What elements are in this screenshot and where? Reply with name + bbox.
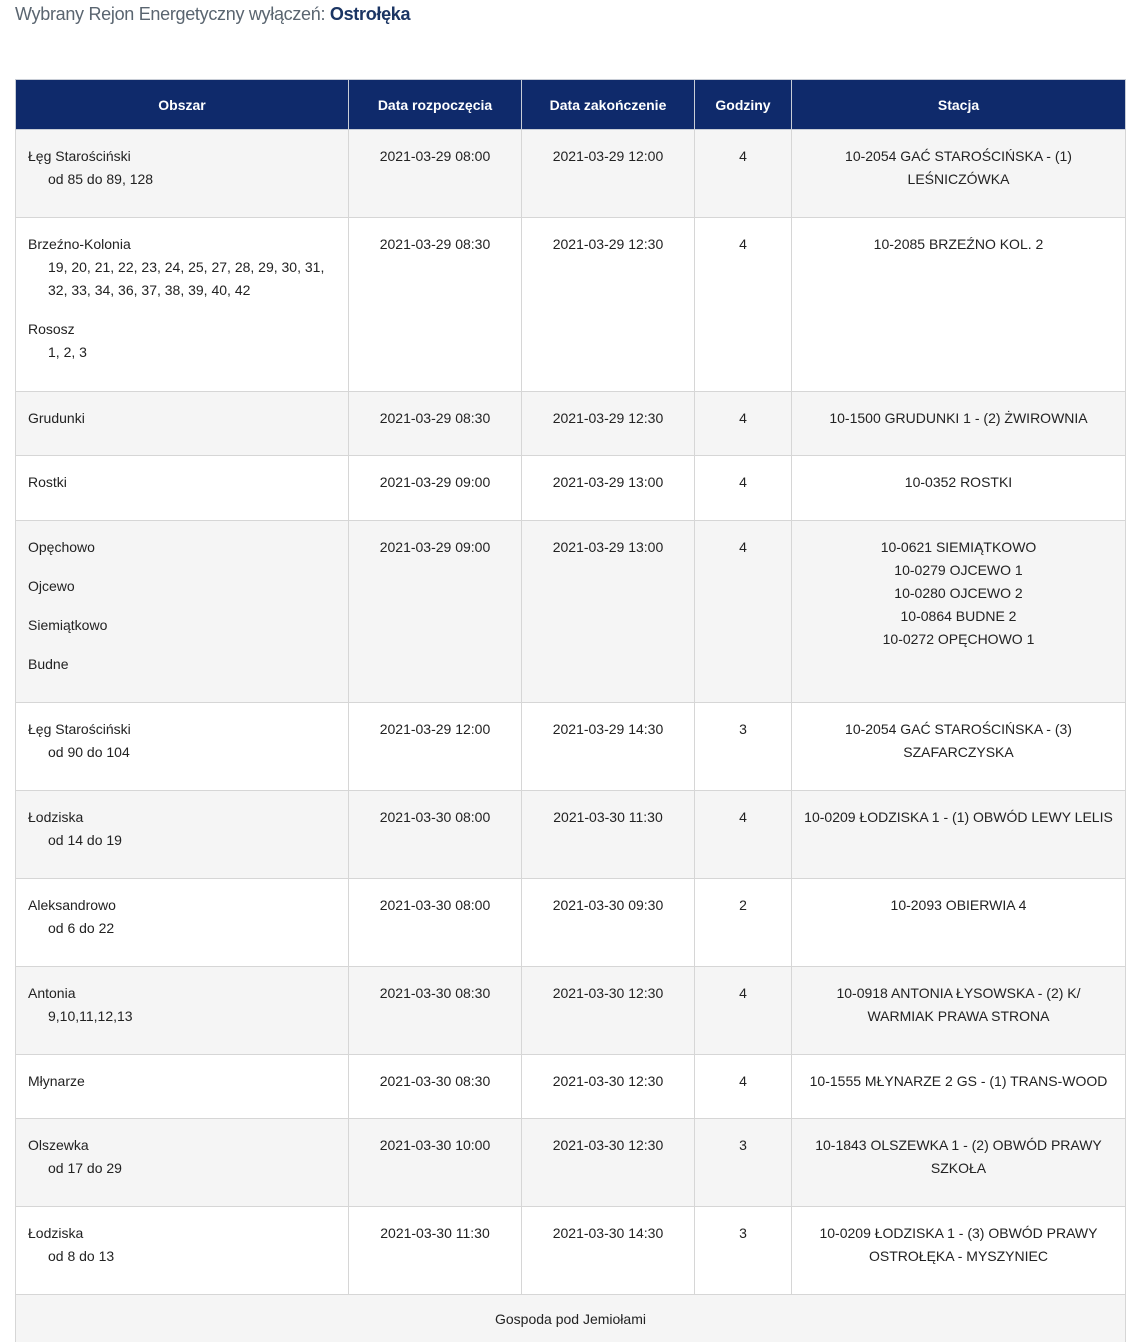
start-date-cell: 2021-03-29 09:00 [349, 456, 522, 521]
area-cell [16, 703, 349, 791]
station-name: 10-0621 SIEMIĄTKOWO [880, 539, 1037, 555]
start-date-cell: 2021-03-30 08:30 [349, 967, 522, 1055]
end-date-cell: 2021-03-29 13:00 [522, 521, 695, 703]
end-date-cell: 2021-03-29 13:00 [522, 456, 695, 521]
area-place: Opęchowo [28, 539, 95, 555]
area-group [28, 407, 336, 430]
hours-cell: 4 [695, 130, 792, 218]
station-name: 10-2054 GAĆ STAROŚCIŃSKA - (3) SZAFARCZYSKA [845, 721, 1072, 760]
area-group [28, 1070, 336, 1093]
hours-cell: 4 [695, 392, 792, 456]
table-footer-row [16, 1295, 1126, 1342]
area-group [28, 536, 336, 559]
station-cell [792, 392, 1126, 456]
start-date-cell: 2021-03-29 12:00 [349, 703, 522, 791]
station-name: 10-0279 OJCEWO 1 [894, 562, 1023, 578]
station-name: 10-2093 OBIERWIA 4 [890, 897, 1027, 913]
end-date-cell: 2021-03-30 12:30 [522, 1055, 695, 1119]
area-cell [16, 1055, 349, 1119]
area-cell [16, 879, 349, 967]
start-date-cell: 2021-03-29 09:00 [349, 521, 522, 703]
area-group [28, 471, 336, 494]
station-name: 10-1500 GRUDUNKI 1 - (2) ŻWIROWNIA [829, 410, 1088, 426]
table-row [16, 392, 1126, 456]
table-row [16, 703, 1126, 791]
column-header-end-date[interactable]: Data zakończenie [522, 80, 695, 130]
hours-cell: 4 [695, 967, 792, 1055]
table-row [16, 1207, 1126, 1295]
area-cell [16, 791, 349, 879]
end-date-cell: 2021-03-30 12:30 [522, 967, 695, 1055]
area-cell [16, 1207, 349, 1295]
start-date-cell: 2021-03-30 11:30 [349, 1207, 522, 1295]
station-cell [792, 791, 1126, 879]
area-group [28, 653, 336, 676]
area-place: Łodziska [28, 809, 84, 825]
area-group [28, 318, 336, 364]
area-place: Siemiątkowo [28, 617, 108, 633]
station-name: 10-0918 ANTONIA ŁYSOWSKA - (2) K/ WARMIAK PRAWA STRONA [836, 985, 1081, 1024]
table-header-row [16, 80, 1126, 130]
area-range: od 85 do 89, 128 [48, 171, 154, 187]
station-name: 10-1555 MŁYNARZE 2 GS - (1) TRANS-WOOD [809, 1073, 1108, 1089]
column-header-area[interactable]: Obszar [16, 80, 349, 130]
station-name: 10-0209 ŁODZISKA 1 - (1) OBWÓD LEWY LELIS [804, 809, 1113, 825]
hours-cell: 2 [695, 879, 792, 967]
area-place: Rostki [28, 474, 67, 490]
table-row [16, 967, 1126, 1055]
area-place: Rososz [28, 321, 75, 337]
table-row [16, 456, 1126, 521]
end-date-cell: 2021-03-29 12:30 [522, 218, 695, 392]
station-name: 10-0864 BUDNE 2 [900, 608, 1017, 624]
hours-cell: 3 [695, 1207, 792, 1295]
area-range: 1, 2, 3 [48, 344, 87, 360]
area-cell [16, 218, 349, 392]
station-name: 10-1843 OLSZEWKA 1 - (2) OBWÓD PRAWY SZKOŁA [815, 1137, 1102, 1176]
start-date-cell: 2021-03-29 08:30 [349, 392, 522, 456]
start-date-cell: 2021-03-30 10:00 [349, 1119, 522, 1207]
area-place: Ojcewo [28, 578, 75, 594]
outages-table [15, 79, 1126, 1342]
area-cell [16, 967, 349, 1055]
hours-cell: 4 [695, 456, 792, 521]
area-range: od 8 do 13 [48, 1248, 115, 1264]
area-group [28, 233, 336, 302]
hours-cell: 3 [695, 703, 792, 791]
area-group [28, 1134, 336, 1180]
station-name: 10-0280 OJCEWO 2 [894, 585, 1023, 601]
area-place: Łęg Starościński [28, 148, 131, 164]
area-group [28, 575, 336, 598]
area-place: Łęg Starościński [28, 721, 131, 737]
area-cell [16, 1119, 349, 1207]
end-date-cell: 2021-03-29 14:30 [522, 703, 695, 791]
area-range: od 90 do 104 [48, 744, 130, 760]
area-range: 9,10,11,12,13 [48, 1008, 133, 1024]
station-name: 10-0209 ŁODZISKA 1 - (3) OBWÓD PRAWY OSTROŁĘKA - MYSZYNIEC [819, 1225, 1098, 1264]
area-place: Antonia [28, 985, 76, 1001]
area-place: Budne [28, 656, 69, 672]
area-range: od 6 do 22 [48, 920, 115, 936]
hours-cell: 3 [695, 1119, 792, 1207]
station-cell [792, 1207, 1126, 1295]
end-date-cell: 2021-03-30 12:30 [522, 1119, 695, 1207]
table-row [16, 218, 1126, 392]
table-row [16, 791, 1126, 879]
table-row [16, 879, 1126, 967]
column-header-start-date[interactable]: Data rozpoczęcia [349, 80, 522, 130]
station-cell [792, 1119, 1126, 1207]
hours-cell: 4 [695, 521, 792, 703]
station-name: 10-0272 OPĘCHOWO 1 [882, 631, 1035, 647]
station-cell [792, 130, 1126, 218]
start-date-cell: 2021-03-30 08:30 [349, 1055, 522, 1119]
end-date-cell: 2021-03-30 14:30 [522, 1207, 695, 1295]
station-cell [792, 967, 1126, 1055]
selected-region: Ostrołęka [329, 4, 411, 24]
station-name: 10-2085 BRZEŹNO KOL. 2 [873, 236, 1044, 252]
area-range: 19, 20, 21, 22, 23, 24, 25, 27, 28, 29, 30, 31, 32, 33, 34, 36, 37, 38, 39, 40, 42 [48, 259, 325, 298]
end-date-cell: 2021-03-29 12:00 [522, 130, 695, 218]
station-name: 10-2054 GAĆ STAROŚCIŃSKA - (1) LEŚNICZÓWKA [845, 148, 1072, 187]
area-place: Łodziska [28, 1225, 84, 1241]
area-group [28, 145, 336, 191]
area-place: Młynarze [28, 1073, 85, 1089]
column-header-hours[interactable]: Godziny [695, 80, 792, 130]
table-row [16, 1055, 1126, 1119]
area-range: od 14 do 19 [48, 832, 122, 848]
area-cell [16, 521, 349, 703]
area-place: Grudunki [28, 410, 85, 426]
hours-cell: 4 [695, 1055, 792, 1119]
station-cell [792, 218, 1126, 392]
table-row [16, 521, 1126, 703]
area-place: Brzeźno-Kolonia [28, 236, 131, 252]
area-group [28, 806, 336, 852]
start-date-cell: 2021-03-29 08:00 [349, 130, 522, 218]
hours-cell: 4 [695, 791, 792, 879]
page-title-prefix: Wybrany Rejon Energetyczny wyłączeń: [15, 4, 330, 24]
column-header-station[interactable]: Stacja [792, 80, 1126, 130]
area-group [28, 718, 336, 764]
area-range: od 17 do 29 [48, 1160, 122, 1176]
area-group [28, 894, 336, 940]
area-group [28, 1222, 336, 1268]
area-group [28, 982, 336, 1028]
station-cell [792, 879, 1126, 967]
area-group [28, 614, 336, 637]
station-cell [792, 456, 1126, 521]
area-place: Olszewka [28, 1137, 89, 1153]
area-cell [16, 392, 349, 456]
area-place: Aleksandrowo [28, 897, 116, 913]
table-row [16, 130, 1126, 218]
area-cell [16, 130, 349, 218]
start-date-cell: 2021-03-29 08:30 [349, 218, 522, 392]
end-date-cell: 2021-03-30 09:30 [522, 879, 695, 967]
station-cell [792, 521, 1126, 703]
area-cell [16, 456, 349, 521]
station-cell [792, 703, 1126, 791]
footer-label: Gospoda pod Jemiołami [16, 1295, 1126, 1342]
start-date-cell: 2021-03-30 08:00 [349, 879, 522, 967]
start-date-cell: 2021-03-30 08:00 [349, 791, 522, 879]
station-name: 10-0352 ROSTKI [904, 474, 1013, 490]
end-date-cell: 2021-03-30 11:30 [522, 791, 695, 879]
table-row [16, 1119, 1126, 1207]
hours-cell: 4 [695, 218, 792, 392]
end-date-cell: 2021-03-29 12:30 [522, 392, 695, 456]
table-body [16, 130, 1126, 1342]
page-title [15, 4, 410, 25]
station-cell [792, 1055, 1126, 1119]
